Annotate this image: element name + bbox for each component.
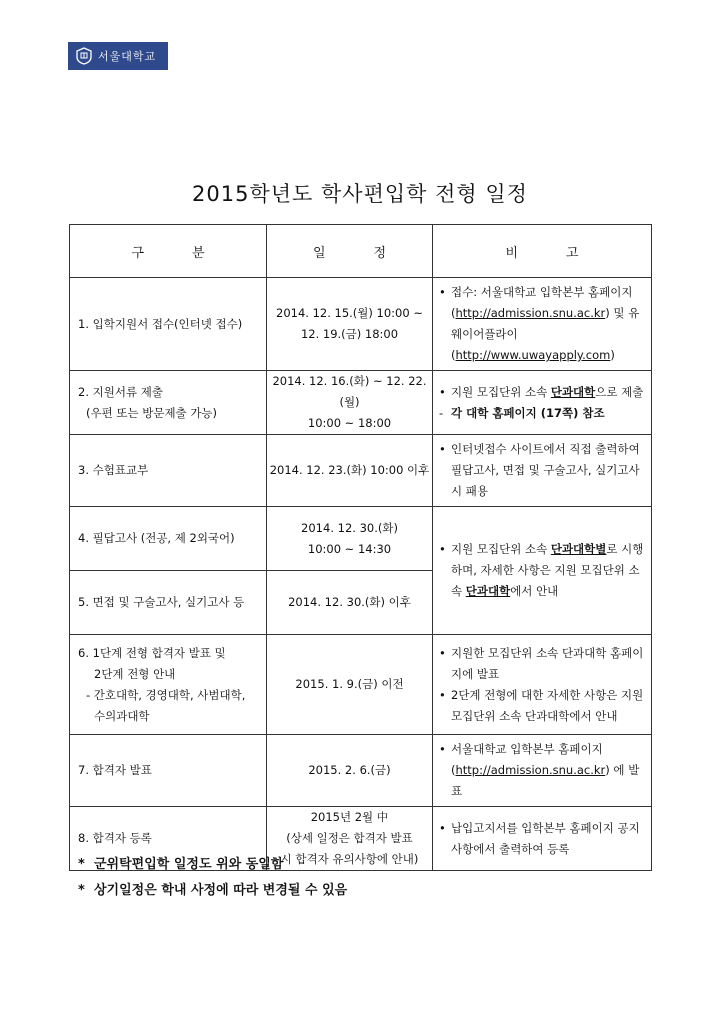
row-remarks bbox=[433, 635, 652, 735]
remark-part: 접수: 서울대학교 입학본부 홈페이지 ( bbox=[451, 285, 633, 320]
row-remarks bbox=[433, 435, 652, 507]
footnote-item bbox=[78, 878, 347, 904]
header-category bbox=[70, 225, 267, 278]
category-line: 수의과대학 bbox=[94, 708, 150, 723]
remark-part: 단과대학 bbox=[550, 384, 596, 399]
remark-part: 단과대학 bbox=[465, 584, 511, 598]
bullet-icon: • bbox=[439, 384, 446, 399]
bullet-icon: - bbox=[439, 405, 444, 420]
category-line: 8. 합격자 등록 bbox=[78, 831, 152, 845]
table-row bbox=[70, 507, 652, 571]
remark-text bbox=[451, 282, 647, 366]
remark-part: 에서 안내 bbox=[510, 584, 559, 598]
asterisk-icon: * bbox=[78, 857, 85, 872]
row-remarks bbox=[433, 507, 652, 635]
remark-item bbox=[439, 282, 647, 366]
remark-text bbox=[451, 382, 643, 403]
remark-item bbox=[439, 818, 647, 860]
row-category bbox=[70, 735, 267, 807]
bullet-icon: • bbox=[439, 285, 446, 299]
footnote-text: 군위탁편입학 일정도 위와 동일함 bbox=[94, 857, 284, 872]
bullet-icon: • bbox=[439, 687, 446, 702]
schedule-line: 2014. 12. 30.(화) bbox=[301, 520, 398, 535]
category-line: 7. 합격자 발표 bbox=[78, 763, 152, 777]
page-title: 2015학년도 학사편입학 전형 일정 bbox=[192, 182, 528, 206]
category-line: 2. 지원서류 제출 bbox=[78, 384, 163, 399]
schedule-line: 2014. 12. 16.(화) ~ 12. 22.(월) bbox=[272, 374, 427, 409]
remark-part: 서울대학교 입학본부 홈페이지 ( bbox=[451, 742, 603, 777]
url-link: http://admission.snu.ac.kr bbox=[455, 763, 606, 777]
row-schedule bbox=[267, 435, 433, 507]
remark-part: ) 및 유웨이어플라이 ( bbox=[451, 306, 640, 362]
row-schedule bbox=[267, 635, 433, 735]
row-schedule bbox=[267, 507, 433, 571]
row-category bbox=[70, 571, 267, 635]
category-line: 3. 수험표교부 bbox=[78, 463, 149, 477]
schedule-line: 10:00 ~ 14:30 bbox=[307, 541, 392, 556]
remark-text bbox=[451, 739, 647, 802]
bullet-icon: • bbox=[439, 442, 446, 456]
remark-text bbox=[451, 539, 647, 602]
table-header-row bbox=[70, 225, 652, 278]
category-line: (우편 또는 방문제출 가능) bbox=[86, 405, 218, 420]
table-row bbox=[70, 278, 652, 371]
remark-part: 지원 모집단위 소속 bbox=[451, 384, 551, 399]
header-schedule bbox=[267, 225, 433, 278]
category-line: 1. 입학지원서 접수(인터넷 접수) bbox=[78, 316, 243, 331]
remark-item bbox=[439, 739, 647, 802]
footnote-item bbox=[78, 852, 347, 878]
footnotes bbox=[78, 852, 347, 904]
footnote-text: 상기일정은 학내 사정에 따라 변경될 수 있음 bbox=[94, 883, 348, 898]
header-label: 비고 bbox=[505, 245, 627, 261]
remark-item bbox=[439, 539, 647, 602]
remark-part: 로 시행하며, 자세한 사항은 지원 모집단위 소속 bbox=[451, 542, 644, 598]
url-link: http://admission.snu.ac.kr bbox=[455, 306, 606, 320]
remark-part: 납입고지서를 입학본부 홈페이지 공지사항에서 출력하여 등록 bbox=[451, 820, 640, 856]
header-remarks bbox=[433, 225, 652, 278]
remark-part: 지원 모집단위 소속 bbox=[451, 542, 551, 556]
snu-emblem-icon bbox=[76, 47, 92, 65]
remark-text bbox=[451, 818, 647, 860]
row-schedule bbox=[267, 735, 433, 807]
bullet-icon: • bbox=[439, 645, 446, 660]
schedule-line: 12. 19.(금) 18:00 bbox=[300, 327, 399, 341]
category-line: 2단계 전형 안내 bbox=[94, 666, 176, 681]
remark-text bbox=[451, 439, 647, 502]
row-schedule bbox=[267, 571, 433, 635]
remark-item bbox=[439, 382, 647, 403]
schedule-line: 2015년 2월 中 bbox=[310, 810, 389, 824]
remark-part: 으로 제출 bbox=[595, 384, 644, 399]
schedule-line: 2014. 12. 30.(화) 이후 bbox=[288, 595, 411, 609]
remark-part: ) bbox=[610, 348, 615, 362]
category-line: 5. 면접 및 구술고사, 실기고사 등 bbox=[78, 595, 245, 609]
table-row bbox=[70, 435, 652, 507]
schedule-table bbox=[69, 224, 652, 871]
remark-item bbox=[439, 439, 647, 502]
row-remarks bbox=[433, 807, 652, 871]
header-label: 일정 bbox=[312, 245, 435, 261]
remark-item bbox=[439, 403, 647, 424]
remark-text bbox=[451, 685, 647, 727]
bullet-icon: • bbox=[439, 742, 446, 756]
remark-part: 각 대학 홈페이지 (17쪽) 참조 bbox=[451, 405, 605, 420]
category-line: 6. 1단계 전형 합격자 발표 및 bbox=[78, 645, 226, 660]
table-row bbox=[70, 635, 652, 735]
row-schedule bbox=[267, 371, 433, 435]
remark-text bbox=[451, 403, 605, 424]
bullet-icon: • bbox=[439, 542, 446, 556]
remark-item bbox=[439, 643, 647, 685]
remark-item bbox=[439, 685, 647, 727]
row-category bbox=[70, 435, 267, 507]
row-category bbox=[70, 371, 267, 435]
schedule-line: 2014. 12. 15.(월) 10:00 ~ bbox=[276, 306, 423, 320]
row-remarks bbox=[433, 278, 652, 371]
category-line: 4. 필답고사 (전공, 제 2외국어) bbox=[78, 531, 235, 545]
row-remarks bbox=[433, 735, 652, 807]
asterisk-icon: * bbox=[78, 883, 85, 898]
schedule-line: 10:00 ~ 18:00 bbox=[307, 416, 392, 430]
logo-text: 서울대학교 bbox=[98, 50, 157, 63]
remark-text bbox=[451, 643, 647, 685]
remark-part: 지원한 모집단위 소속 단과대학 홈페이지에 발표 bbox=[451, 645, 644, 681]
remark-part: ) 에 발표 bbox=[451, 763, 640, 798]
schedule-line: (상세 일정은 합격자 발표 bbox=[286, 831, 413, 845]
category-line: - 간호대학, 경영대학, 사범대학, bbox=[86, 687, 246, 702]
table-row bbox=[70, 371, 652, 435]
bullet-icon: • bbox=[439, 820, 446, 835]
remark-part: 인터넷접수 사이트에서 직접 출력하여 필답고사, 면접 및 구술고사, 실기고사 시 패용 bbox=[451, 442, 640, 498]
row-category bbox=[70, 635, 267, 735]
url-link: http://www.uwayapply.com bbox=[455, 348, 611, 362]
table-row bbox=[70, 735, 652, 807]
schedule-line: 2015. 2. 6.(금) bbox=[308, 763, 391, 777]
remark-part: 단과대학별 bbox=[550, 542, 607, 556]
university-logo bbox=[68, 42, 168, 70]
remark-part: 2단계 전형에 대한 자세한 사항은 지원 모집단위 소속 단과대학에서 안내 bbox=[451, 687, 644, 723]
schedule-line: 2015. 1. 9.(금) 이전 bbox=[295, 677, 404, 691]
schedule-line: 2014. 12. 23.(화) 10:00 이후 bbox=[269, 463, 430, 477]
header-label: 구분 bbox=[131, 245, 253, 261]
row-category bbox=[70, 278, 267, 371]
row-schedule bbox=[267, 278, 433, 371]
schedule-line: 시 합격자 유의사항에 안내) bbox=[280, 852, 419, 866]
row-remarks bbox=[433, 371, 652, 435]
row-category bbox=[70, 507, 267, 571]
